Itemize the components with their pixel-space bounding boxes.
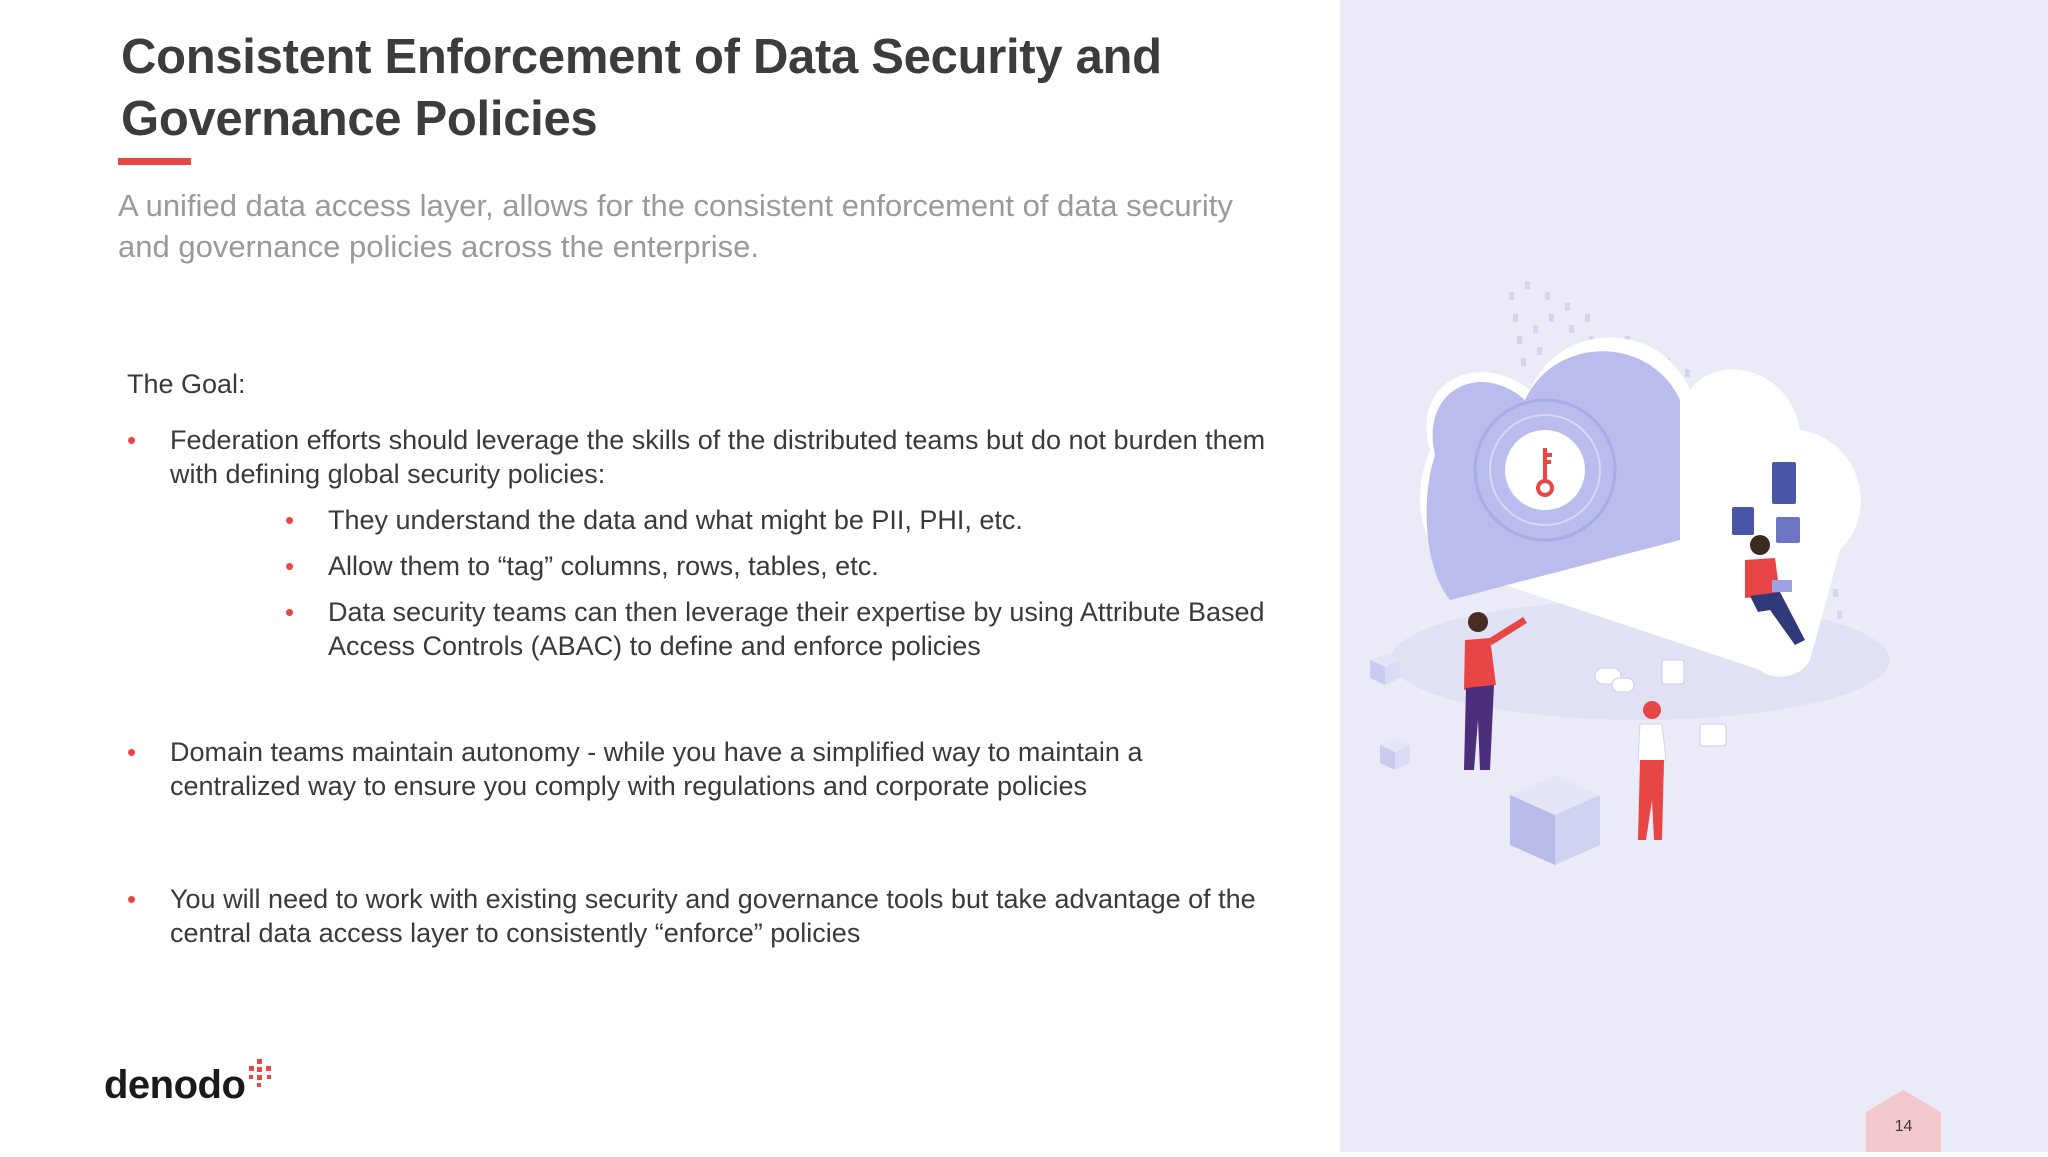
bullet-item [127,423,1310,663]
page-number-tab [1866,1090,1941,1152]
data-dot [1521,358,1526,366]
logo-text: denodo [104,1063,246,1107]
slide-subtitle: A unified data access layer, allows for the consistent enforcement of data security and governance policies across the enterprise. [118,188,1233,264]
sub-bullet-list [285,503,1310,663]
cube-block [1510,775,1600,865]
data-dot [1513,314,1518,322]
data-dot [1569,325,1574,333]
person-standing [1638,701,1666,840]
bullet-item: • You will need to work with existing security and governance tools but take advantage of the central data access layer to consistently “enforce” policies [127,882,1300,950]
cloud-security-illustration [1340,240,2048,880]
slide-title: Consistent Enforcement of Data Security and Governance Policies [121,30,1162,146]
data-dot [1533,325,1538,333]
sub-bullet-item: • Data security teams can then leverage their expertise by using Attribute Based Access Controls (ABAC) to define and enforce policies [285,595,1310,663]
bullet-item: • Domain teams maintain autonomy - while you have a simplified way to maintain a centralized way to ensure you comply with regulations and corporate policies [127,735,1250,803]
data-dot [1565,303,1570,311]
sub-bullet-item: • They understand the data and what might be PII, PHI, etc. [285,503,1310,537]
data-dot [1509,292,1514,300]
goal-label: The Goal: [127,369,246,399]
data-dot [1685,369,1690,377]
data-dot [1525,281,1530,289]
denodo-logo-dots [243,1057,279,1093]
bullet-list [127,423,1277,950]
page-number: 14 [1894,1118,1913,1135]
title-underline [118,158,191,165]
sub-bullet-item: • Allow them to “tag” columns, rows, tables, etc. [285,549,1310,583]
data-dot [1549,314,1554,322]
bullet-text: Federation efforts should leverage the skills of the distributed teams but do not burden them with defining global security policies: [170,425,1266,489]
data-dot [1585,314,1590,322]
data-dot [1837,611,1842,619]
data-dot [1833,589,1838,597]
data-dot [1517,336,1522,344]
denodo-logo [104,1063,279,1108]
data-dot [1545,292,1550,300]
data-dot [1537,347,1542,355]
